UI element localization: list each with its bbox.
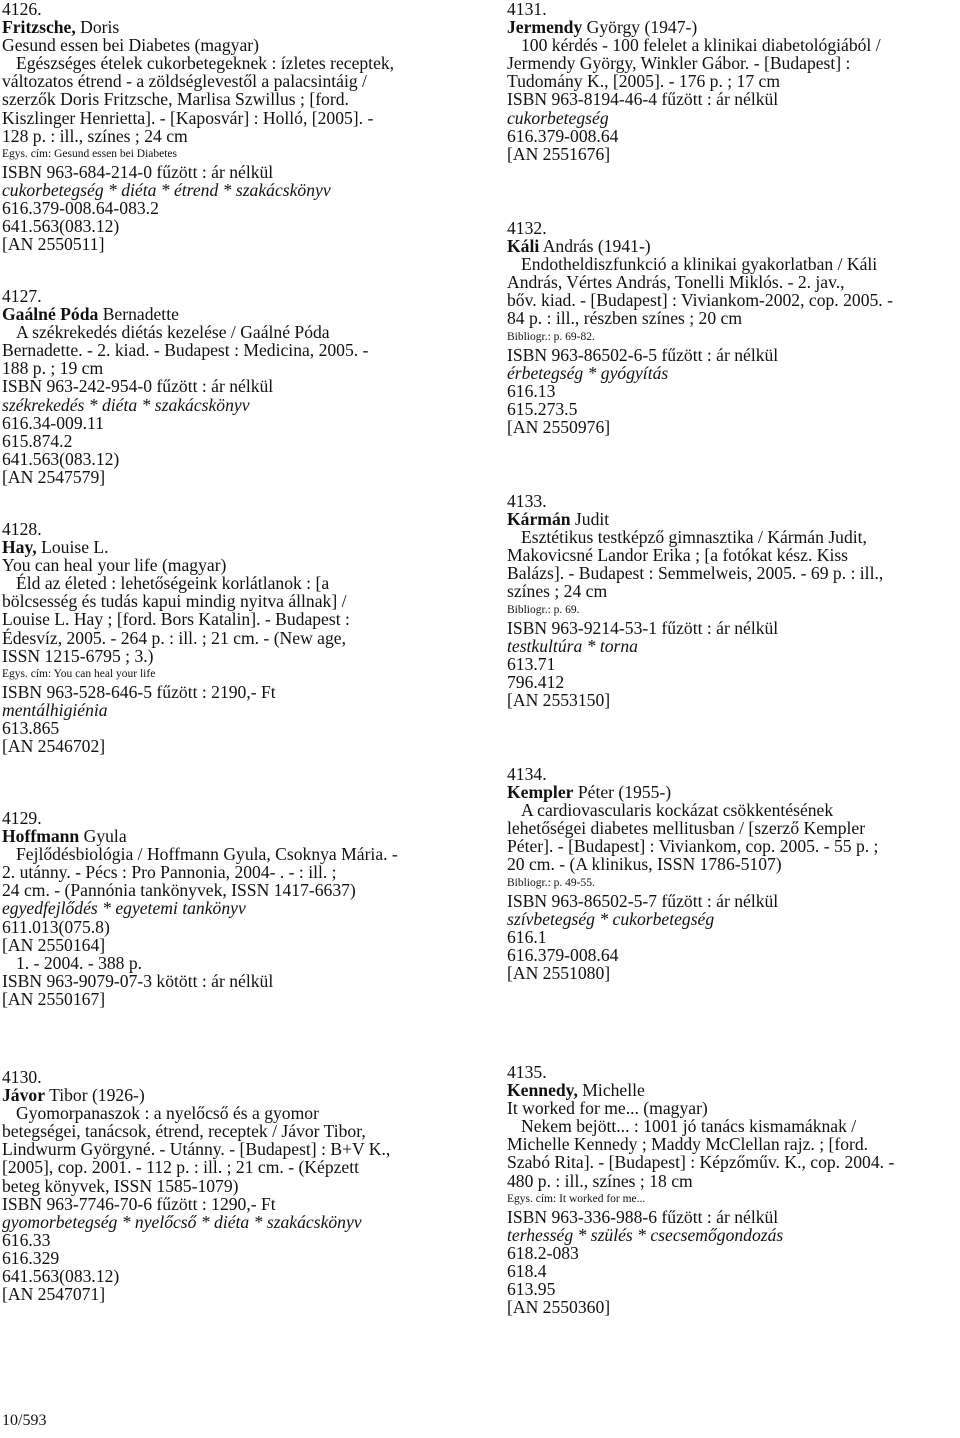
description-line: Jermendy György, Winkler Gábor. - [Budapest] : [507,53,851,74]
entry-author [2,305,460,323]
subjects: gyomorbetegség * nyelőcső * diéta * szakácskönyv [2,1211,362,1232]
description-line: Szabó Rita]. - [Budapest] : Képzőműv. K., cop. 2004. - [507,1152,895,1173]
description-line: 2. utánny. - Pécs : Pro Pannonia, 2004- . - : ill. ; [2,862,337,883]
author-given: Louise L. [36,537,109,558]
description-line: Balázs]. - Budapest : Semmelweis, 2005. - 69 p. : ill., [507,563,884,584]
author-given: Michelle [577,1080,645,1101]
author-surname: Hoffmann [2,826,80,847]
entry-author [2,18,460,36]
an-number: [AN 2550167] [2,988,106,1009]
entry-number: 4127. [2,286,42,306]
isbn: ISBN 963-7746-70-6 fűzött : 1290,- Ft [2,1193,276,1214]
author-surname: Fritzsche, [2,17,76,38]
description-line: lehetőségei diabetes mellitusban / [szerző Kempler [507,818,866,839]
isbn: ISBN 963-86502-6-5 fűzött : ár nélkül [507,344,779,365]
author-surname: Kennedy, [507,1080,578,1101]
entry-number: 4134. [507,764,547,784]
entry-number: 4128. [2,519,42,539]
uniform-title: It worked for me... (magyar) [507,1098,708,1119]
entry-4131 [507,0,960,163]
isbn: ISBN 963-86502-5-7 fűzött : ár nélkül [507,890,779,911]
an-number: [AN 2550976] [507,417,611,438]
subjects: érbetegség * gyógyítás [507,362,669,383]
subjects: terhesség * szülés * csecsemőgondozás [507,1224,784,1245]
description-line: változatos étrend - a zöldséglevestől a palacsintáig / [2,71,367,92]
author-given: Péter (1955-) [573,782,672,803]
subjects: testkultúra * torna [507,635,638,656]
note: Bibliogr.: p. 49-55. [507,876,595,889]
class-code: 616.379-008.64 [507,125,619,146]
entry-4135 [507,1063,960,1316]
subjects: szívbetegség * cukorbetegség [507,908,715,929]
description-line: András, Vértes András, Tonelli Miklós. - 2. jav., [507,272,845,293]
description-line: Péter]. - [Budapest] : Viviankom, cop. 2005. - 55 p. ; [507,836,879,857]
an-number: [AN 2547579] [2,466,106,487]
an-number: [AN 2546702] [2,736,106,757]
subjects: mentálhigiénia [2,699,108,720]
entry-4133 [507,492,960,709]
description-line: betegségei, tanácsok, étrend, receptek / Jávor Tibor, [2,1121,366,1142]
author-given: Tibor (1926-) [45,1085,145,1106]
an-number: [AN 2550511] [2,234,105,255]
isbn: ISBN 963-684-214-0 fűzött : ár nélkül [2,161,274,182]
author-surname: Gaálné Póda [2,304,99,325]
entry-author [507,783,960,801]
note: Egys. cím: It worked for me... [507,1192,646,1205]
class-code: 615.874.2 [2,430,73,451]
author-surname: Hay, [2,537,37,558]
description-line: 480 p. : ill., színes ; 18 cm [507,1170,693,1191]
class-code: 616.329 [2,1247,60,1268]
page-number: 10/593 [2,1412,47,1429]
author-surname: Kármán [507,509,571,530]
description-line: Makovicsné Landor Erika ; [a fotókat kész. Kiss [507,545,849,566]
author-given: Gyula [79,826,127,847]
entry-number: 4135. [507,1062,547,1082]
description-line: A székrekedés diétás kezelése / Gaálné Póda [16,322,330,343]
volume-line: 1. - 2004. - 388 p. [16,952,143,973]
description-line: Édesvíz, 2005. - 264 p. : ill. ; 21 cm. - (New age, [2,627,346,648]
note: Bibliogr.: p. 69-82. [507,330,595,343]
description-line: Esztétikus testképző gimnasztika / Kármán Judit, [521,527,867,548]
class-code: 613.865 [2,718,60,739]
an-number: [AN 2551676] [507,143,611,164]
an-number: [AN 2550164] [2,934,106,955]
an-number: [AN 2551080] [507,963,611,984]
description-line: 84 p. : ill., részben színes ; 20 cm [507,308,743,329]
class-code: 613.95 [507,1279,556,1300]
description-line: bölcsesség és tudás kapui mindig nyitva állnak] / [2,591,347,612]
description-line: A cardiovascularis kockázat csökkentésének [521,800,834,821]
class-code: 616.1 [507,926,547,947]
description-line: Endotheldiszfunkció a klinikai gyakorlatban / Káli [521,254,878,275]
class-code: 613.71 [507,653,556,674]
description-line: szerzők Doris Fritzsche, Marlisa Szwillus ; [ford. [2,89,349,110]
class-code: 616.34-009.11 [2,412,104,433]
subjects: egyedfejlődés * egyetemi tankönyv [2,898,246,919]
class-code: 641.563(083.12) [2,448,120,469]
entry-4126 [2,0,460,253]
entry-number: 4126. [2,0,42,19]
isbn: ISBN 963-8194-46-4 fűzött : ár nélkül [507,89,779,110]
entry-author [507,237,960,255]
entry-4127 [2,287,460,486]
isbn: ISBN 963-9079-07-3 kötött : ár nélkül [2,970,274,991]
description-line: Tudomány K., [2005]. - 176 p. ; 17 cm [507,71,781,92]
class-code: 641.563(083.12) [2,216,120,237]
description-line: Michelle Kennedy ; Maddy McClellan rajz. ; [ford. [507,1134,869,1155]
entry-4129 [2,809,460,1008]
author-given: Bernadette [98,304,179,325]
class-code: 618.2-083 [507,1242,579,1263]
isbn: ISBN 963-9214-53-1 fűzött : ár nélkül [507,617,779,638]
description-line: [2005], cop. 2001. - 112 p. : ill. ; 21 cm. - (Képzett [2,1157,360,1178]
description-line: Louise L. Hay ; [ford. Bors Katalin]. - Budapest : [2,609,350,630]
description-line: Lindwurm Györgyné. - Utánny. - [Budapest] : B+V K., [2,1139,391,1160]
author-given: András (1941-) [539,236,651,257]
note: Egys. cím: Gesund essen bei Diabetes [2,147,178,160]
entry-number: 4132. [507,218,547,238]
entry-number: 4131. [507,0,547,19]
entry-number: 4130. [2,1067,42,1087]
entry-4134 [507,765,960,982]
author-surname: Káli [507,236,540,257]
author-given: Judit [570,509,610,530]
class-code: 616.33 [2,1229,51,1250]
author-surname: Jermendy [507,17,583,38]
isbn: ISBN 963-242-954-0 fűzött : ár nélkül [2,376,274,397]
description-line: Kiszlinger Henrietta]. - [Kaposvár] : Holló, [2005]. - [2,107,374,128]
subjects: székrekedés * diéta * szakácskönyv [2,394,250,415]
description-line: 100 kérdés - 100 felelet a klinikai diabetológiából / [521,35,881,56]
subjects: cukorbetegség * diéta * étrend * szakácskönyv [2,179,331,200]
description-line: Nekem bejött... : 1001 jó tanács kismamáknak / [521,1116,857,1137]
entry-4130 [2,1068,460,1303]
isbn: ISBN 963-528-646-5 fűzött : 2190,- Ft [2,681,276,702]
uniform-title: Gesund essen bei Diabetes (magyar) [2,35,259,56]
entry-4132 [507,219,960,436]
description-line: színes ; 24 cm [507,581,608,602]
entry-author [2,827,460,845]
entry-author [507,18,960,36]
entry-author [2,538,460,556]
class-code: 641.563(083.12) [2,1266,120,1287]
note: Bibliogr.: p. 69. [507,603,580,616]
description-line: 128 p. : ill., színes ; 24 cm [2,125,188,146]
author-surname: Kempler [507,782,574,803]
class-code: 796.412 [507,671,565,692]
description-line: ISSN 1215-6795 ; 3.) [2,645,154,666]
author-surname: Jávor [2,1085,45,1106]
entry-number: 4129. [2,808,42,828]
description-line: beteg könyvek, ISSN 1585-1079) [2,1175,239,1196]
author-given: György (1947-) [582,17,698,38]
entry-number: 4133. [507,491,547,511]
description-line: 188 p. ; 19 cm [2,358,104,379]
class-code: 616.379-008.64 [507,944,619,965]
description-line: 24 cm. - (Pannónia tankönyvek, ISSN 1417-6637) [2,880,356,901]
isbn: ISBN 963-336-988-6 fűzött : ár nélkül [507,1206,779,1227]
description-line: Bernadette. - 2. kiad. - Budapest : Medicina, 2005. - [2,340,369,361]
subjects: cukorbetegség [507,107,609,128]
description-line: Éld az életed : lehetőségeink korlátlanok : [a [16,573,330,594]
class-code: 616.379-008.64-083.2 [2,198,159,219]
an-number: [AN 2547071] [2,1284,106,1305]
description-line: 20 cm. - (A klinikus, ISSN 1786-5107) [507,854,782,875]
description-line: Fejlődésbiológia / Hoffmann Gyula, Csoknya Mária. - [16,844,398,865]
uniform-title: You can heal your life (magyar) [2,555,227,576]
class-code: 618.4 [507,1261,547,1282]
author-given: Doris [75,17,120,38]
entry-author [2,1086,460,1104]
description-line: Egészséges ételek cukorbetegeknek : ízletes receptek, [16,53,395,74]
entry-author [507,510,960,528]
entry-4128 [2,520,460,755]
class-code: 615.273.5 [507,398,578,419]
an-number: [AN 2550360] [507,1297,611,1318]
class-code: 611.013(075.8) [2,916,110,937]
note: Egys. cím: You can heal your life [2,667,156,680]
description-line: Gyomorpanaszok : a nyelőcső és a gyomor [16,1103,319,1124]
class-code: 616.13 [507,380,556,401]
an-number: [AN 2553150] [507,690,611,711]
description-line: bőv. kiad. - [Budapest] : Viviankom-2002, cop. 2005. - [507,290,893,311]
entry-author [507,1081,960,1099]
